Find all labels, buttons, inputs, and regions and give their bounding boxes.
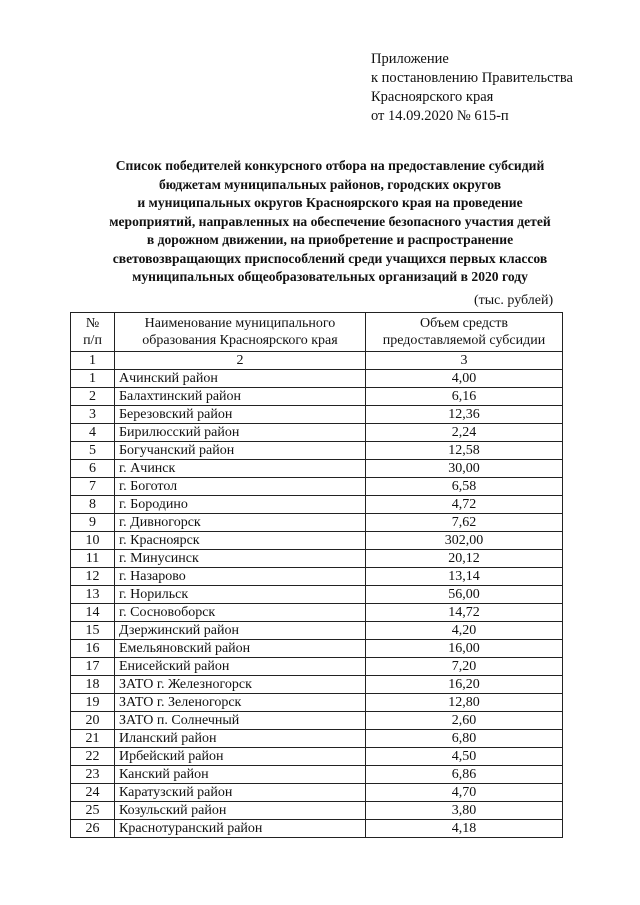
row-municipality: Енисейский район [115,658,366,676]
row-amount: 4,00 [366,370,563,388]
table-row [71,532,563,550]
row-municipality: г. Минусинск [115,550,366,568]
header-name-line: образования Красноярского края [142,333,338,348]
row-amount: 3,80 [366,802,563,820]
document-title [60,157,600,287]
title-line: в дорожном движении, на приобретение и распространение [146,232,514,247]
header-name [115,313,366,352]
row-number: 16 [71,640,115,658]
table-row [71,640,563,658]
row-municipality: г. Дивногорск [115,514,366,532]
row-municipality: Ирбейский район [115,748,366,766]
table-row [71,712,563,730]
row-amount: 7,20 [366,658,563,676]
row-amount: 302,00 [366,532,563,550]
row-number: 25 [71,802,115,820]
table-row [71,730,563,748]
title-line: Список победителей конкурсного отбора на предоставление субсидий [115,158,545,173]
table-row [71,586,563,604]
row-municipality: Краснотуранский район [115,820,366,838]
row-amount: 4,70 [366,784,563,802]
row-number: 24 [71,784,115,802]
row-municipality: Богучанский район [115,442,366,460]
table-row [71,406,563,424]
row-municipality: Ачинский район [115,370,366,388]
row-number: 8 [71,496,115,514]
row-municipality: Иланский район [115,730,366,748]
row-amount: 56,00 [366,586,563,604]
title-line: муниципальных общеобразовательных организаций в 2020 году [132,269,528,284]
table-row [71,424,563,442]
row-amount: 12,36 [366,406,563,424]
row-municipality: Емельяновский район [115,640,366,658]
row-amount: 4,50 [366,748,563,766]
row-municipality: Бирилюсский район [115,424,366,442]
row-municipality: Каратузский район [115,784,366,802]
header-number-line: п/п [83,333,102,348]
title-line: мероприятий, направленных на обеспечение безопасного участия детей [109,213,551,229]
table-row [71,658,563,676]
row-municipality: г. Норильск [115,586,366,604]
row-amount: 13,14 [366,568,563,586]
row-municipality: г. Боготол [115,478,366,496]
table-row [71,748,563,766]
table-row [71,460,563,478]
row-amount: 4,72 [366,496,563,514]
header-name-line: Наименование муниципального [144,316,336,331]
row-municipality: Канский район [115,766,366,784]
row-number: 20 [71,712,115,730]
row-amount: 2,60 [366,712,563,730]
row-municipality: ЗАТО п. Солнечный [115,712,366,730]
table-row [71,568,563,586]
row-number: 23 [71,766,115,784]
title-line: бюджетам муниципальных районов, городских округов [158,176,502,192]
row-number: 3 [71,406,115,424]
row-amount: 6,16 [366,388,563,406]
row-number: 12 [71,568,115,586]
appendix-block [371,50,573,126]
table-row [71,784,563,802]
row-number: 6 [71,460,115,478]
row-number: 18 [71,676,115,694]
table-header-row [71,313,563,352]
row-amount: 6,86 [366,766,563,784]
header-amount-line: Объем средств [419,316,508,331]
row-number: 22 [71,748,115,766]
row-amount: 16,00 [366,640,563,658]
header-number-line: № [85,316,100,331]
row-municipality: Балахтинский район [115,388,366,406]
table-row [71,820,563,838]
row-number: 1 [71,370,115,388]
row-municipality: Козульский район [115,802,366,820]
header-amount [366,313,563,352]
title-line: световозвращающих приспособлений среди учащихся первых классов [112,250,548,266]
table-row [71,478,563,496]
header-amount-line: предоставляемой субсидии [382,333,546,348]
row-number: 19 [71,694,115,712]
title-line: и муниципальных округов Красноярского края на проведение [137,195,523,210]
row-amount: 12,58 [366,442,563,460]
row-number: 2 [71,388,115,406]
row-municipality: г. Бородино [115,496,366,514]
row-number: 5 [71,442,115,460]
appendix-line: Приложение [371,51,449,67]
row-amount: 4,18 [366,820,563,838]
column-index: 3 [366,352,563,370]
row-amount: 6,58 [366,478,563,496]
row-number: 11 [71,550,115,568]
appendix-date-line: от 14.09.2020 № 615-п [371,108,509,124]
column-index: 1 [71,352,115,370]
table-row [71,802,563,820]
row-amount: 16,20 [366,676,563,694]
unit-label: (тыс. рублей) [474,293,554,308]
row-amount: 4,20 [366,622,563,640]
appendix-line: Красноярского края [371,89,494,105]
row-amount: 6,80 [366,730,563,748]
table-row [71,694,563,712]
table-row [71,370,563,388]
table-row [71,676,563,694]
row-municipality: Березовский район [115,406,366,424]
row-municipality: ЗАТО г. Железногорск [115,676,366,694]
row-amount: 14,72 [366,604,563,622]
row-number: 15 [71,622,115,640]
table-row [71,442,563,460]
header-number [71,313,115,352]
row-municipality: г. Красноярск [115,532,366,550]
table-row [71,550,563,568]
row-number: 10 [71,532,115,550]
row-number: 17 [71,658,115,676]
row-municipality: Дзержинский район [115,622,366,640]
row-amount: 7,62 [366,514,563,532]
table-row [71,514,563,532]
row-number: 26 [71,820,115,838]
appendix-line: к постановлению Правительства [371,70,573,86]
row-amount: 2,24 [366,424,563,442]
row-municipality: ЗАТО г. Зеленогорск [115,694,366,712]
row-number: 13 [71,586,115,604]
table-row [71,766,563,784]
table-row [71,388,563,406]
table-row [71,622,563,640]
row-amount: 20,12 [366,550,563,568]
row-amount: 12,80 [366,694,563,712]
row-number: 21 [71,730,115,748]
column-index-row [71,352,563,370]
row-municipality: г. Ачинск [115,460,366,478]
row-number: 14 [71,604,115,622]
row-municipality: г. Назарово [115,568,366,586]
row-number: 9 [71,514,115,532]
row-number: 7 [71,478,115,496]
row-amount: 30,00 [366,460,563,478]
column-index: 2 [115,352,366,370]
row-number: 4 [71,424,115,442]
row-municipality: г. Сосновоборск [115,604,366,622]
winners-table [70,312,563,838]
table-row [71,496,563,514]
table-row [71,604,563,622]
